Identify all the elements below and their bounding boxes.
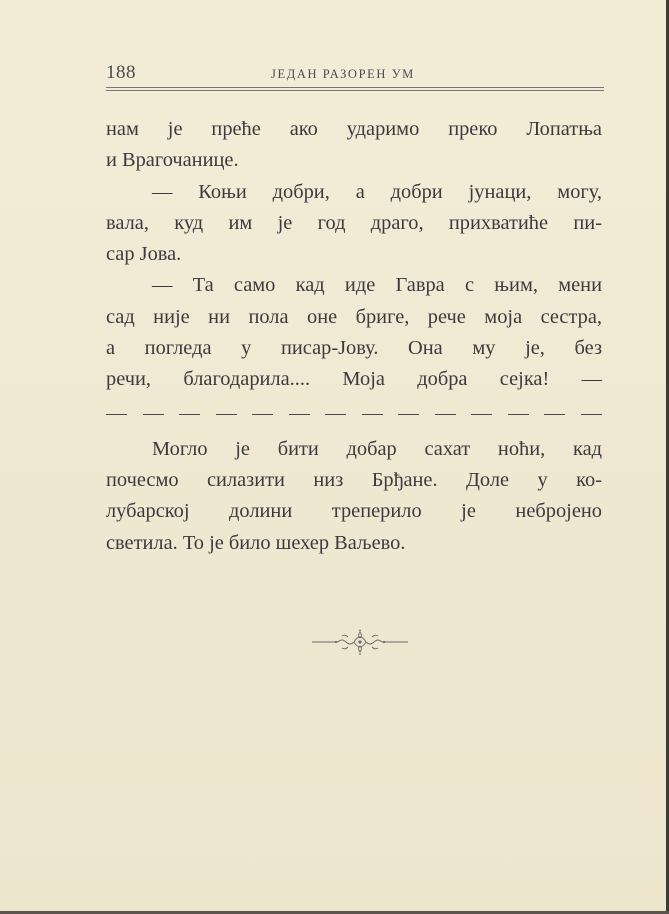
paragraph-3 bbox=[106, 270, 602, 395]
dash bbox=[398, 414, 419, 416]
running-title: ЈЕДАН РАЗОРЕН УМ bbox=[271, 67, 415, 81]
body-text bbox=[106, 114, 602, 559]
text-line: нам је преће ако ударимо преко Лопатња bbox=[106, 118, 602, 140]
text-line: — Коњи добри, а добри јунаци, могу, bbox=[152, 180, 602, 203]
text-line: речи, благодарила.... Моја добра сејка! — bbox=[106, 368, 602, 391]
text-line: а погледа у писар-Јову. Она му је, без bbox=[106, 337, 602, 360]
header-double-rule bbox=[106, 87, 604, 91]
text-line: почесмо силазити низ Брђане. Доле у ко- bbox=[106, 468, 602, 491]
dash bbox=[508, 414, 529, 416]
dash bbox=[471, 414, 492, 416]
dash bbox=[325, 414, 346, 416]
dash bbox=[106, 414, 127, 416]
text-line: и Врагочанице. bbox=[106, 149, 239, 172]
text-line: вала, куд им је год драго, прихватиће пи- bbox=[106, 211, 602, 234]
running-head bbox=[106, 62, 606, 86]
floral-tailpiece-ornament-icon bbox=[308, 628, 412, 658]
text-line: сар Јова. bbox=[106, 243, 182, 266]
text-line: — Та само кад иде Гавра с њим, мени bbox=[152, 274, 602, 297]
page-number: 188 bbox=[106, 62, 136, 83]
text-line: Могло је бити добар сахат ноћи, кад bbox=[152, 437, 602, 460]
dash bbox=[252, 414, 273, 416]
section-break-dashes bbox=[106, 396, 602, 432]
paragraph-4 bbox=[106, 434, 602, 559]
dash bbox=[544, 414, 565, 416]
paragraph-2 bbox=[106, 177, 602, 271]
text-line: лубарској долини треперило је небројено bbox=[106, 500, 602, 523]
dash bbox=[581, 414, 602, 416]
dash bbox=[362, 414, 383, 416]
paragraph-1 bbox=[106, 114, 602, 177]
text-line: светила. То је било шехер Ваљево. bbox=[106, 531, 406, 554]
dash bbox=[435, 414, 456, 416]
dash bbox=[289, 414, 310, 416]
dash bbox=[143, 414, 164, 416]
text-line: сад није ни пола оне бриге, рече моја сестра, bbox=[106, 305, 602, 328]
dash bbox=[179, 414, 200, 416]
dash bbox=[216, 414, 237, 416]
